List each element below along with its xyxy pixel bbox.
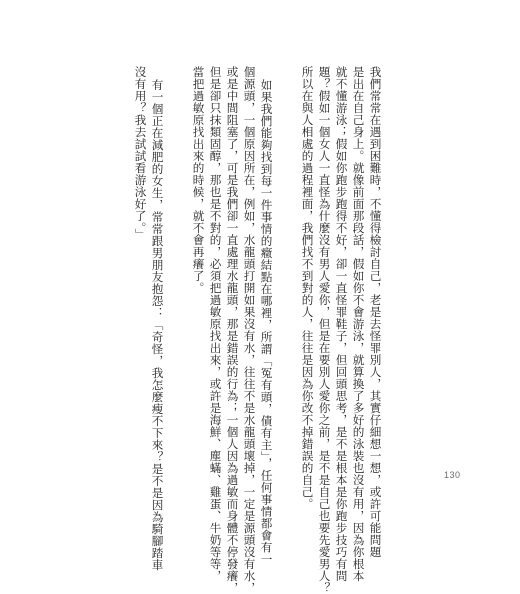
text-column-1: 我們常常在遇到困難時，不懂得檢討自己，老是去怪罪別人，其實仔細想一想，或許可能問題 [368, 66, 383, 558]
text-column-9: 但是卻只抹類固醇，那也是不對的，必須把過敏原找出來，或許是海鮮、塵蟎、雞蛋、牛奶等等， [208, 66, 223, 582]
text-column-2: 是出在自己身上。就像前面那段話，假如你不會游泳，就算換了多好的泳裝也沒有用，因為你根本 [351, 66, 366, 582]
text-column-8: 或是中間阻塞了，可是我們卻一直處理水龍頭，那是錯誤的行為；一個人因為過敏而身體不停發癢， [225, 66, 240, 594]
page-number: 130 [444, 470, 461, 480]
text-column-12: 沒有用？我去試試看游泳好了。」 [133, 66, 148, 241]
text-column-11: 有一個正在減肥的女生，常常跟男朋友抱怨：「奇怪，我怎麼瘦不下來？是不是因為騎腳踏車 [150, 79, 165, 571]
text-column-5: 所以在與人相處的過程裡面，我們找不到對的人，往往是因為你改不掉錯誤的自己。 [300, 66, 315, 510]
text-column-6: 如果我們能夠找到每一件事情的癥結點在哪裡，所謂「冤有頭，債有主」，任何事情都會有一 [259, 79, 274, 566]
text-column-4: 題？假如一個女人一直怪為什麼沒有男人愛你，但是在要別人愛你之前，是不是自己也要先愛男人？ [317, 66, 332, 594]
text-column-10: 當把過敏原找出來的時候，就不會再癢了。 [191, 66, 206, 294]
text-column-7: 個源頭，一個原因所在，例如，水龍頭打開如果沒有水，往往不是水龍頭壞掉，一定是源頭沒有水， [242, 66, 257, 594]
text-column-3: 就不懂游泳；假如你跑步跑得不好，卻一直怪罪鞋子，但回頭思考，是不是根本是你跑步技巧有問 [334, 66, 349, 582]
